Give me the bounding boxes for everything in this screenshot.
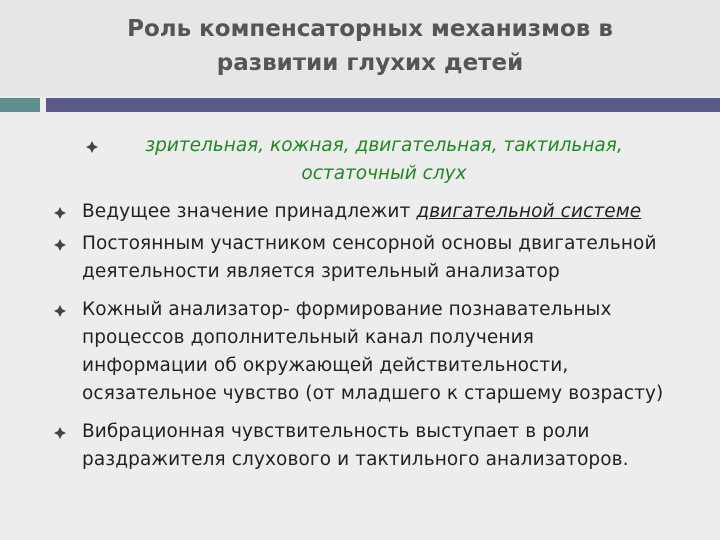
diamond-bullet-icon	[54, 239, 66, 251]
item-2-line-1: Постоянным участником сенсорной основы двигательной	[82, 233, 657, 254]
item-4-line-1: Вибрационная чувствительность выступает в роли	[82, 421, 590, 442]
item-4-line-2: раздражителя слухового и тактильного анализаторов.	[82, 449, 629, 470]
list-item	[82, 418, 712, 474]
slide-title	[60, 12, 680, 80]
list-item	[82, 296, 712, 408]
diamond-bullet-icon	[86, 141, 98, 153]
diamond-bullet-icon	[54, 427, 66, 439]
item-1-emphasis: двигательной системе	[416, 201, 642, 222]
item-2-line-2: деятельности является зрительный анализатор	[82, 261, 560, 282]
diamond-bullet-icon	[54, 305, 66, 317]
item-3-line-2: процессов дополнительный канал получения	[82, 327, 534, 348]
title-line-1: Роль компенсаторных механизмов в	[127, 16, 613, 42]
sub-item	[104, 132, 664, 188]
item-3-line-1: Кожный анализатор- формирование познавательных	[82, 299, 612, 320]
sub-item-line-1: зрительная, кожная, двигательная, тактильная,	[145, 135, 623, 156]
sub-item-line-2: остаточный слух	[301, 163, 467, 184]
accent-bar-teal	[0, 98, 40, 112]
item-3-line-3: информации об окружающей действительности,	[82, 355, 569, 376]
diamond-bullet-icon	[54, 207, 66, 219]
item-3-line-4: осязательное чувство (от младшего к старшему возрасту)	[82, 383, 664, 404]
item-1-text: Ведущее значение принадлежит	[82, 201, 417, 222]
accent-bar-indigo	[46, 98, 720, 112]
list-item	[82, 230, 712, 286]
title-line-2: развитии глухих детей	[216, 50, 524, 76]
list-item	[82, 198, 702, 226]
